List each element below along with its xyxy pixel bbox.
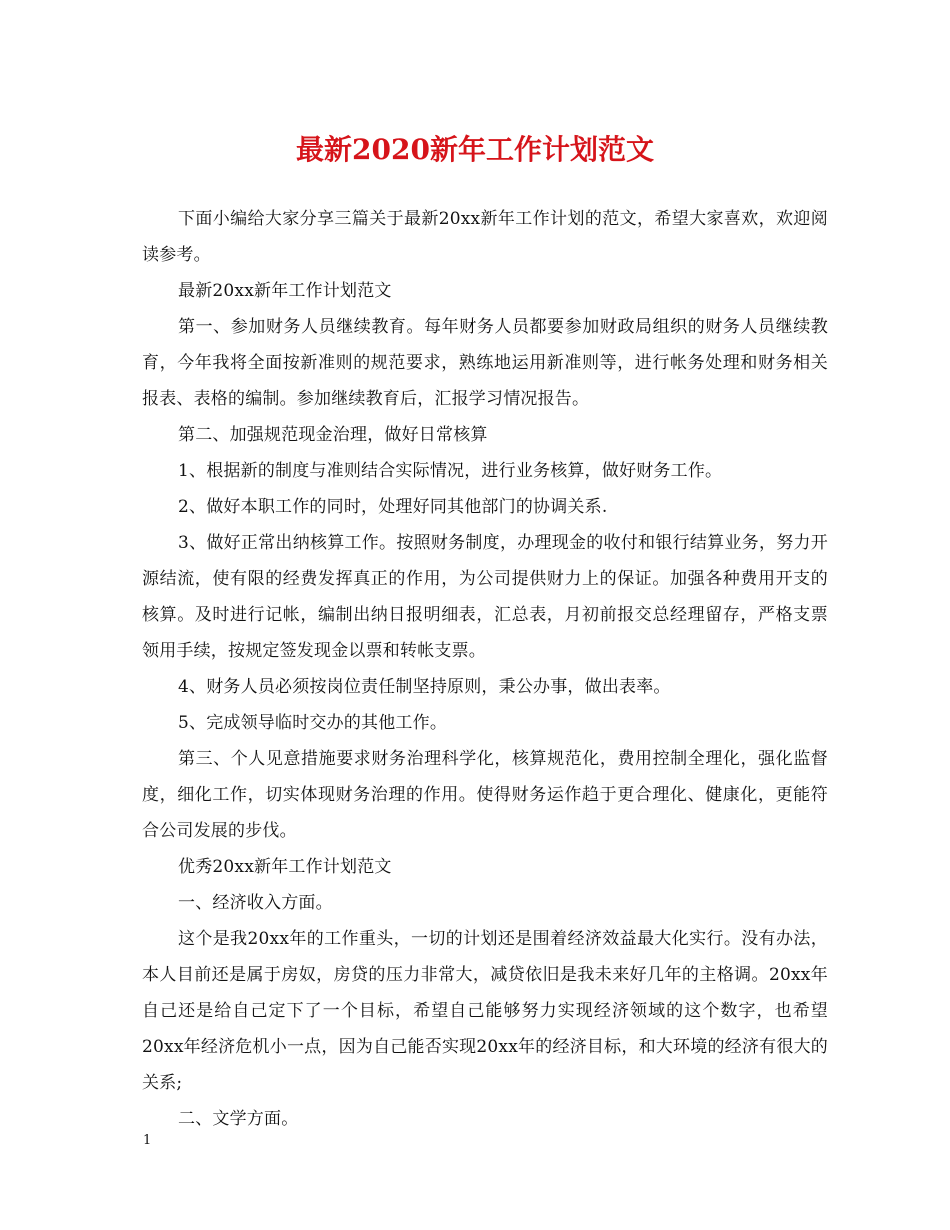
paragraph: 第一、参加财务人员继续教育。每年财务人员都要参加财政局组织的财务人员继续教育，今年我将全面按新准则的规范要求，熟练地运用新准则等，进行帐务处理和财务相关报表、表格的编制。参加继续教育后，汇报学习情况报告。 xyxy=(142,317,828,409)
list-item: 5、完成领导临时交办的其他工作。 xyxy=(178,713,448,733)
subsection-heading: 一、经济收入方面。 xyxy=(178,893,333,913)
page-number: 1 xyxy=(143,1133,152,1148)
paragraph: 下面小编给大家分享三篇关于最新20xx新年工作计划的范文，希望大家喜欢，欢迎阅读参考。 xyxy=(142,209,828,265)
section-heading: 最新20xx新年工作计划范文 xyxy=(178,281,392,301)
list-item: 1、根据新的制度与准则结合实际情况，进行业务核算，做好财务工作。 xyxy=(178,461,723,481)
list-item: 4、财务人员必须按岗位责任制坚持原则，秉公办事，做出表率。 xyxy=(178,677,671,697)
section-heading: 优秀20xx新年工作计划范文 xyxy=(178,857,392,877)
subsection-heading: 二、文学方面。 xyxy=(178,1109,299,1129)
list-item: 3、做好正常出纳核算工作。按照财务制度，办理现金的收付和银行结算业务，努力开源结流，使有限的经费发挥真正的作用，为公司提供财力上的保证。加强各种费用开支的核算。及时进行记帐，编制出纳日报明细表，汇总表，月初前报交总经理留存，严格支票领用手续，按规定签发现金以票和转帐支票。 xyxy=(142,533,828,661)
list-item: 2、做好本职工作的同时，处理好同其他部门的协调关系. xyxy=(178,497,608,517)
paragraph: 第三、个人见意措施要求财务治理科学化，核算规范化，费用控制全理化，强化监督度，细化工作，切实体现财务治理的作用。使得财务运作趋于更合理化、健康化，更能符合公司发展的步伐。 xyxy=(142,749,828,841)
subsection-heading: 第二、加强规范现金治理，做好日常核算 xyxy=(178,425,488,445)
document-body xyxy=(142,201,828,1137)
paragraph: 这个是我20xx年的工作重头，一切的计划还是围着经济效益最大化实行。没有办法，本人目前还是属于房奴，房贷的压力非常大，减贷依旧是我未来好几年的主格调。20xx年自己还是给自己定下了一个目标，希望自己能够努力实现经济领域的这个数字，也希望20xx年经济危机小一点，因为自己能否实现20xx年的经济目标，和大环境的经济有很大的关系; xyxy=(142,929,828,1093)
page-title: 最新2020新年工作计划范文 xyxy=(296,133,654,166)
